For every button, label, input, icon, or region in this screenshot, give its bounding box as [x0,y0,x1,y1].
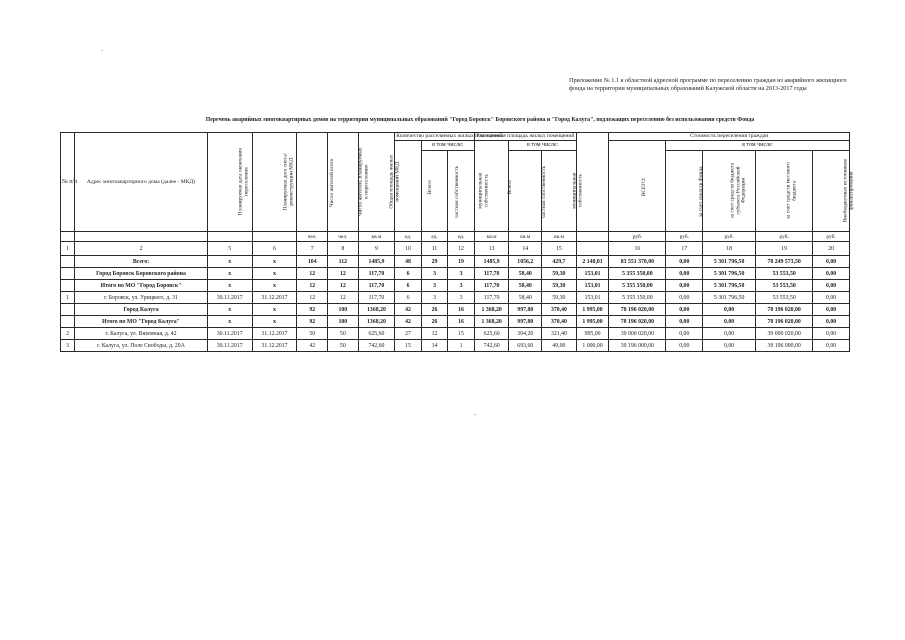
cell-c11: 3 [421,268,448,280]
unit-cell [75,232,208,242]
cell-n [61,256,75,268]
unit-cell: руб. [666,232,703,242]
cell-c11: 14 [421,340,448,352]
colnum-cell [576,242,609,256]
cell-c7: 50 [297,328,328,340]
housing-table [60,132,855,352]
cell-c11: 3 [421,280,448,292]
cell-c17: 0,00 [666,328,703,340]
colnum-cell: 17 [666,242,703,256]
cell-c16: 5 355 350,00 [609,268,666,280]
cell-c13: 1485,9 [474,256,509,268]
cell-c16: 83 551 370,00 [609,256,666,268]
colnum-cell: 8 [328,242,359,256]
cell-c13: 625,60 [474,328,509,340]
table-row [61,316,850,328]
table-row [61,340,850,352]
cell-addr: г. Боровск, ул. Урицкого, д. 31 [75,292,208,304]
colnum-cell: 1 [61,242,75,256]
unit-cell: руб. [756,232,813,242]
cell-addr: Итого по МО "Город Боровск" [75,280,208,292]
cell-extra: 2 148,01 [576,256,609,268]
cell-c8: 100 [328,316,359,328]
cell-d1: 30.11.2017 [207,292,252,304]
cell-extra: 153,01 [576,280,609,292]
header-area-incl: в том числе: [509,140,576,150]
cell-c17: 0,00 [666,292,703,304]
cell-c16: 5 355 350,00 [609,292,666,304]
unit-cell: руб. [813,232,850,242]
cell-c7: 12 [297,292,328,304]
cell-d2: x [252,316,297,328]
colnum-cell: 6 [252,242,297,256]
cell-c9: 742,60 [358,340,395,352]
unit-cell: ед. [448,232,475,242]
header-cost-regional: за счет средств бюджета субъекта Российской Федерации [703,151,756,232]
unit-cell: чел. [328,232,359,242]
cell-c18: 5 301 796,50 [703,256,756,268]
cell-c12: 19 [448,256,475,268]
cell-c12: 15 [448,328,475,340]
cell-c8: 12 [328,268,359,280]
cell-c19: 78 196 020,00 [756,316,813,328]
cell-addr: г. Калуга, ул. Поле Свободы, д. 20А [75,340,208,352]
cell-c16: 78 196 020,00 [609,304,666,316]
cell-c13: 1 368,20 [474,304,509,316]
cell-c8: 50 [328,328,359,340]
cell-c15: 49,00 [542,340,577,352]
table-body [61,256,850,352]
cell-c9: 1368,20 [358,316,395,328]
header-cost-group: Стоимость переселения граждан [609,133,850,141]
cell-d2: 31.12.2017 [252,292,297,304]
appendix-note: Приложение № 1.1 к областной адресной программе по переселению граждан из аварийного жилищного фонда на территории муниципальных образований Калужской области на 2013-2017 годы [569,77,847,93]
cell-c14: 58,40 [509,292,542,304]
header-planned-demolition: Планируемая дата сноса/реконструкции МКД [252,133,297,232]
colnum-cell: 16 [609,242,666,256]
header-resettled-municipal: муниципальная собственность [448,151,475,232]
cell-extra: 153,01 [576,268,609,280]
cell-c20: 0,00 [813,280,850,292]
colnum-cell: 12 [448,242,475,256]
header-cost-fund: за счет средств Фонда [666,151,703,232]
cell-c12: 3 [448,292,475,304]
colnum-cell: 7 [297,242,328,256]
cell-c14: 693,60 [509,340,542,352]
table-row [61,256,850,268]
cell-c16: 5 355 350,00 [609,280,666,292]
cell-n [61,304,75,316]
cell-d1: x [207,256,252,268]
cell-c7: 92 [297,304,328,316]
cell-d2: x [252,268,297,280]
colnum-cell: 9 [358,242,395,256]
cell-n [61,268,75,280]
cell-c20: 0,00 [813,292,850,304]
header-resettled-total: Всего: [395,140,422,231]
cell-c18: 0,00 [703,340,756,352]
cell-c17: 0,00 [666,316,703,328]
table-row [61,328,850,340]
cell-c12: 1 [448,340,475,352]
cell-c9: 117,70 [358,280,395,292]
unit-cell: кв.м [358,232,395,242]
cell-n [61,280,75,292]
cell-d2: x [252,256,297,268]
colnum-cell: 19 [756,242,813,256]
cell-c20: 0,00 [813,304,850,316]
unit-cell: чел. [297,232,328,242]
header-cost-local: за счет средств местного бюджета [756,151,813,232]
cell-extra: 1 000,00 [576,340,609,352]
cell-d1: x [207,316,252,328]
cell-c19: 53 553,50 [756,280,813,292]
cell-c15: 429,7 [542,256,577,268]
cell-c13: 117,70 [474,292,509,304]
cell-c14: 58,40 [509,268,542,280]
header-area-private: частная собственность [509,151,542,232]
cell-c18: 5 301 796,50 [703,280,756,292]
cell-c13: 117,70 [474,280,509,292]
cell-c11: 29 [421,256,448,268]
cell-c19: 39 196 000,00 [756,340,813,352]
cell-c14: 58,40 [509,280,542,292]
header-area-total: Всего: [474,140,509,231]
unit-cell [576,232,609,242]
cell-c15: 370,40 [542,304,577,316]
cell-addr: Итого по МО "Город Калуга" [75,316,208,328]
cell-addr: Город Боровск Боровского района [75,268,208,280]
table-row [61,280,850,292]
cell-extra: 153,01 [576,292,609,304]
cell-c15: 59,30 [542,280,577,292]
cell-c7: 92 [297,316,328,328]
cell-c13: 1 368,20 [474,316,509,328]
cell-c11: 26 [421,316,448,328]
header-planned-resettlement: Планируемая дата окончания переселения [207,133,252,232]
cell-c17: 0,00 [666,268,703,280]
units-row [61,232,850,242]
colnum-cell: 2 [75,242,208,256]
cell-c19: 53 553,50 [756,268,813,280]
cell-c16: 39 196 000,00 [609,340,666,352]
unit-cell: ед. [395,232,422,242]
cell-extra: 1 995,00 [576,304,609,316]
cell-c10: 42 [395,304,422,316]
header-cost-extra: Внебюджетных источников финансирования [813,151,850,232]
cell-d1: x [207,304,252,316]
cell-c9: 1368,20 [358,304,395,316]
document-title: Перечень аварийных многоквартирных домов на территории муниципальных образований "Город Боровск" Боровского района и "Город Калуга", подлежащих переселению без использования средств Фонда [205,117,755,123]
cell-n: 3 [61,340,75,352]
cell-c8: 12 [328,280,359,292]
cell-c8: 50 [328,340,359,352]
header-row-1 [61,133,850,141]
cell-c15: 370,40 [542,316,577,328]
header-cost-total: ВСЕГО: [609,140,666,231]
cell-extra: 1 995,00 [576,316,609,328]
cell-c10: 6 [395,280,422,292]
cell-c7: 12 [297,280,328,292]
colnum-cell: 20 [813,242,850,256]
cell-c19: 39 000 020,00 [756,328,813,340]
unit-cell [207,232,252,242]
cell-d2: x [252,280,297,292]
cell-c20: 0,00 [813,316,850,328]
cell-c18: 0,00 [703,304,756,316]
cell-c11: 26 [421,304,448,316]
cell-c10: 27 [395,328,422,340]
cell-c17: 0,00 [666,256,703,268]
cell-c14: 1056,2 [509,256,542,268]
cell-c7: 12 [297,268,328,280]
cell-d2: 31.12.2017 [252,340,297,352]
cell-c13: 117,70 [474,268,509,280]
cell-c19: 78 249 573,50 [756,256,813,268]
header-num: № п/п [61,133,75,232]
cell-d1: 30.11.2017 [207,340,252,352]
cell-c9: 625,60 [358,328,395,340]
unit-cell: кв.м [542,232,577,242]
top-mark: - [101,46,104,54]
header-residents: Число жителей всего [297,133,328,232]
colnum-cell: 14 [509,242,542,256]
header-area-group: Расселяемая площадь жилых помещений [476,133,575,139]
cell-addr: Всего: [75,256,208,268]
cell-c14: 997,80 [509,316,542,328]
cell-c20: 0,00 [813,328,850,340]
cell-c8: 100 [328,304,359,316]
cell-c18: 0,00 [703,328,756,340]
cell-c12: 3 [448,280,475,292]
cell-d1: 30.11.2017 [207,328,252,340]
cell-c20: 0,00 [813,340,850,352]
unit-cell [61,232,75,242]
cell-extra: 995,00 [576,328,609,340]
cell-c10: 6 [395,292,422,304]
cell-c15: 59,30 [542,292,577,304]
unit-cell [252,232,297,242]
cell-c8: 112 [328,256,359,268]
unit-cell: кв.м [474,232,509,242]
header-address: Адрес многоквартирного дома (далее - МКД) [75,133,208,232]
cell-c8: 12 [328,292,359,304]
cell-c20: 0,00 [813,268,850,280]
colnum-cell: 5 [207,242,252,256]
cell-c7: 104 [297,256,328,268]
header-planned-residents: Число жителей, планируемых к переселению [328,133,359,232]
cell-c10: 6 [395,268,422,280]
cell-c16: 78 196 020,00 [609,316,666,328]
colnum-cell: 15 [542,242,577,256]
cell-c14: 997,80 [509,304,542,316]
table-row [61,292,850,304]
cell-c11: 12 [421,328,448,340]
unit-cell: кв.м [509,232,542,242]
column-numbers-row [61,242,850,256]
header-resettled-incl: в том числе: [421,140,474,150]
cell-c18: 0,00 [703,316,756,328]
cell-addr: г. Калуга, ул. Вяземная, д. 42 [75,328,208,340]
cell-c10: 48 [395,256,422,268]
cell-d2: 31.12.2017 [252,328,297,340]
cell-c19: 78 196 020,00 [756,304,813,316]
cell-c17: 0,00 [666,280,703,292]
cell-c20: 0,00 [813,256,850,268]
cell-c9: 117,70 [358,268,395,280]
cell-c17: 0,00 [666,340,703,352]
cell-c10: 15 [395,340,422,352]
cell-d1: x [207,268,252,280]
bottom-mark: - [474,410,477,418]
cell-n: 2 [61,328,75,340]
cell-c14: 304,20 [509,328,542,340]
table-row [61,304,850,316]
cell-n [61,316,75,328]
cell-c11: 3 [421,292,448,304]
cell-c18: 5 301 796,50 [703,268,756,280]
cell-c9: 1485,9 [358,256,395,268]
header-resettled-private: частная собственность [421,151,448,232]
colnum-cell: 10 [395,242,422,256]
cell-c9: 117,70 [358,292,395,304]
cell-c12: 16 [448,316,475,328]
header-cost-incl: в том числе: [666,140,850,150]
cell-c12: 16 [448,304,475,316]
colnum-cell: 18 [703,242,756,256]
unit-cell: руб. [703,232,756,242]
cell-c18: 5 301 796,50 [703,292,756,304]
cell-c12: 3 [448,268,475,280]
cell-c17: 0,00 [666,304,703,316]
unit-cell: руб. [609,232,666,242]
header-total-area: Общая площадь жилых помещений МКД [358,133,395,232]
cell-c15: 59,30 [542,268,577,280]
cell-n: 1 [61,292,75,304]
colnum-cell: 13 [474,242,509,256]
colnum-cell: 11 [421,242,448,256]
table-row [61,268,850,280]
cell-c19: 53 553,50 [756,292,813,304]
cell-c16: 39 000 020,00 [609,328,666,340]
cell-d1: x [207,280,252,292]
header-resettled-group: Количество расселяемых жилых помещений [396,133,503,139]
unit-cell: ед. [421,232,448,242]
header-area-municipal: муниципальная собственность [542,151,577,232]
cell-c10: 42 [395,316,422,328]
cell-c15: 321,40 [542,328,577,340]
cell-c13: 742,60 [474,340,509,352]
cell-d2: x [252,304,297,316]
cell-addr: Город Калуга [75,304,208,316]
cell-c7: 42 [297,340,328,352]
